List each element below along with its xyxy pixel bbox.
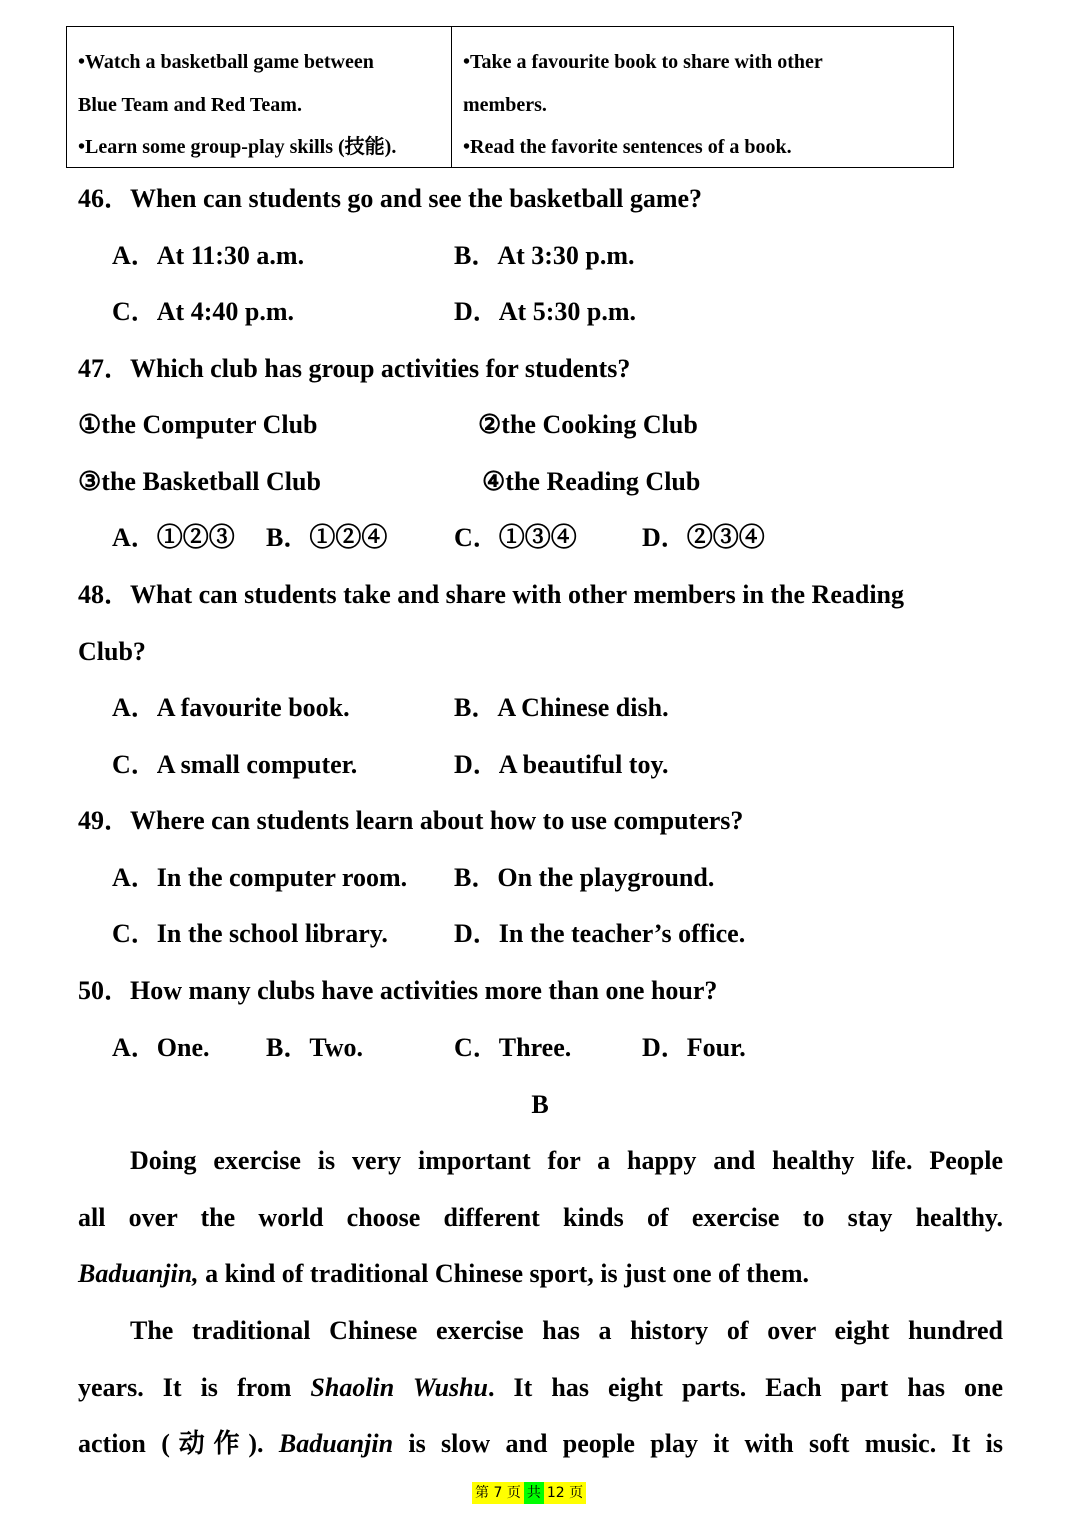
table-cell-reading: [452, 27, 953, 167]
question-48-stem-line1: 48．What can students take and share with other members in the Reading: [78, 580, 905, 609]
total-pages: 12 页: [544, 1482, 586, 1504]
q46-option-d: D．At 5:30 p.m.: [454, 297, 636, 326]
table-line: •Take a favourite book to share with other: [463, 51, 823, 73]
table-line: •Read the favorite sentences of a book.: [463, 136, 792, 158]
passage-paragraph-2: [78, 1303, 1003, 1473]
q47-choice-3: ③the Basketball Club: [78, 467, 321, 496]
passage-paragraph-1: [78, 1133, 1003, 1303]
page-indicator: [472, 1482, 586, 1504]
table-cell-basketball: [67, 27, 452, 167]
section-heading: B: [531, 1090, 549, 1119]
passage-line: action (动作). Baduanjin is slow and people play it with soft music. It is: [78, 1429, 1004, 1458]
club-activities-table: [66, 26, 954, 168]
question-47-stem: 47．Which club has group activities for students?: [78, 354, 631, 383]
passage-line: Baduanjin, a kind of traditional Chinese sport, is just one of them.: [78, 1259, 809, 1288]
q46-option-b: B．At 3:30 p.m.: [454, 241, 635, 270]
question-48-stem-line2: Club?: [78, 637, 146, 666]
q49-option-b: B．On the playground.: [454, 863, 715, 892]
q46-option-a: A．At 11:30 a.m.: [112, 241, 305, 270]
table-line: •Learn some group-play skills (技能).: [78, 136, 397, 158]
q50-option-d: D．Four.: [642, 1033, 746, 1062]
page-label: 第 7 页: [472, 1482, 524, 1504]
passage-line: The traditional Chinese exercise has a history of over eight hundred: [130, 1316, 1003, 1345]
q48-option-a: A．A favourite book.: [112, 693, 350, 722]
q49-option-a: A．In the computer room.: [112, 863, 408, 892]
q47-option-b: B．①②④: [266, 523, 388, 552]
question-49-stem: 49．Where can students learn about how to use computers?: [78, 806, 744, 835]
table-line: members.: [463, 93, 547, 116]
q46-option-c: C．At 4:40 p.m.: [112, 297, 294, 326]
q49-option-d: D．In the teacher’s office.: [454, 919, 746, 948]
passage-line: Doing exercise is very important for a happy and healthy life. People: [130, 1146, 1003, 1175]
q50-option-a: A．One.: [112, 1033, 210, 1062]
q50-option-b: B．Two.: [266, 1033, 364, 1062]
question-50-stem: 50．How many clubs have activities more than one hour?: [78, 976, 718, 1005]
q47-choice-1: ①the Computer Club: [78, 410, 318, 439]
q48-option-d: D．A beautiful toy.: [454, 750, 669, 779]
passage-line: years. It is from Shaolin Wushu. It has eight parts. Each part has one: [78, 1372, 1003, 1402]
question-46-stem: 46．When can students go and see the basketball game?: [78, 184, 703, 213]
passage-line: all over the world choose different kinds of exercise to stay healthy.: [78, 1202, 1003, 1232]
q47-option-a: A．①②③: [112, 523, 235, 552]
table-line: Blue Team and Red Team.: [78, 93, 302, 116]
table-line: •Watch a basketball game between: [78, 51, 374, 73]
q47-option-c: C．①③④: [454, 523, 577, 552]
q47-choice-2: ②the Cooking Club: [478, 410, 698, 439]
q47-choice-4: ④the Reading Club: [482, 467, 701, 496]
q49-option-c: C．In the school library.: [112, 919, 388, 948]
q48-option-c: C．A small computer.: [112, 750, 358, 779]
q48-option-b: B．A Chinese dish.: [454, 693, 669, 722]
q50-option-c: C．Three.: [454, 1033, 572, 1062]
q47-option-d: D．②③④: [642, 523, 765, 552]
total-label: 共: [524, 1482, 544, 1504]
